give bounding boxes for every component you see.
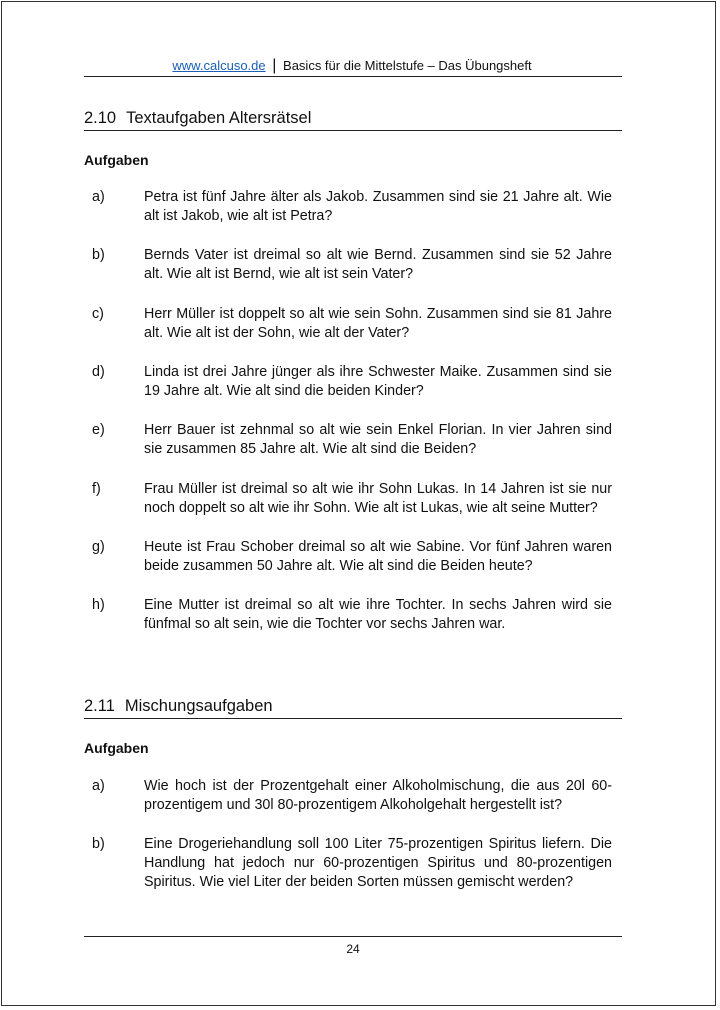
task-text: Bernds Vater ist dreimal so alt wie Bernd. Zusammen sind sie 52 Jahre alt. Wie alt ist Bernd, wie alt ist sein Vater?: [144, 247, 612, 282]
task-text: Wie hoch ist der Prozentgehalt einer Alkoholmischung, die aus 20l 60-prozentigem und 30l 80-prozentigem Alkoholgehalt hergestellt ist?: [144, 778, 612, 813]
task-letter: a): [92, 189, 105, 205]
task-text: Linda ist drei Jahre jünger als ihre Schwester Maike. Zusammen sind sie 19 Jahre alt. Wie alt sind die beiden Kinder?: [144, 364, 612, 399]
page-header: [84, 58, 620, 74]
task-text: Eine Drogeriehandlung soll 100 Liter 75-prozentigen Spiritus liefern. Die Handlung hat jedoch nur 60-prozentigen Spiritus und 80-prozentigen Spiritus. Wie viel Liter der beiden Sorten müssen gemischt werden?: [144, 836, 612, 890]
header-title: Basics für die Mittelstufe – Das Übungsheft: [283, 58, 532, 73]
document-page: [1, 1, 716, 1006]
task-letter: e): [92, 422, 105, 438]
task-item: [92, 305, 612, 343]
task-text: Herr Müller ist doppelt so alt wie sein Sohn. Zusammen sind sie 81 Jahre alt. Wie alt ist der Sohn, wie alt der Vater?: [144, 306, 612, 341]
header-rule: [84, 76, 622, 77]
task-item: [92, 363, 612, 401]
task-letter: g): [92, 539, 105, 555]
task-item: [92, 421, 612, 459]
header-separator: |: [272, 57, 277, 74]
website-link[interactable]: www.calcuso.de: [172, 58, 266, 73]
task-item: [92, 596, 612, 634]
task-letter: f): [92, 481, 101, 497]
section-rule: [84, 130, 622, 131]
task-letter: a): [92, 778, 105, 794]
task-text: Eine Mutter ist dreimal so alt wie ihre Tochter. In sechs Jahren wird sie fünfmal so alt sein, wie die Tochter vor sechs Jahren war.: [144, 597, 612, 632]
section-heading-2-10: [84, 108, 622, 128]
task-text: Herr Bauer ist zehnmal so alt wie sein Enkel Florian. In vier Jahren sind sie zusammen 85 Jahre alt. Wie alt sind die Beiden?: [144, 422, 612, 457]
task-text: Frau Müller ist dreimal so alt wie ihr Sohn Lukas. In 14 Jahren ist sie nur noch doppelt so alt wie ihr Sohn. Wie alt ist Lukas, wie alt seine Mutter?: [144, 481, 612, 516]
section-title: Textaufgaben Altersrätsel: [126, 109, 312, 127]
task-item: [92, 538, 612, 576]
tasks-subheading: Aufgaben: [84, 152, 149, 168]
task-item: [92, 246, 612, 284]
footer-rule: [84, 936, 622, 937]
task-letter: b): [92, 836, 105, 852]
task-letter: b): [92, 247, 105, 263]
section-number: 2.11: [84, 697, 115, 715]
task-item: [92, 480, 612, 518]
page-number: 24: [346, 942, 360, 956]
task-item: [92, 188, 612, 226]
task-text: Petra ist fünf Jahre älter als Jakob. Zusammen sind sie 21 Jahre alt. Wie alt ist Jakob, wie alt ist Petra?: [144, 189, 612, 224]
section-number: 2.10: [84, 109, 117, 127]
task-item: [92, 777, 612, 815]
task-item: [92, 835, 612, 892]
task-letter: d): [92, 364, 105, 380]
section-heading-2-11: [84, 696, 622, 716]
tasks-subheading: Aufgaben: [84, 740, 149, 756]
task-letter: c): [92, 306, 104, 322]
task-text: Heute ist Frau Schober dreimal so alt wie Sabine. Vor fünf Jahren waren beide zusammen 50 Jahre alt. Wie alt sind die Beiden heute?: [144, 539, 612, 574]
section-rule: [84, 718, 622, 719]
section-title: Mischungsaufgaben: [124, 697, 273, 715]
task-letter: h): [92, 597, 105, 613]
